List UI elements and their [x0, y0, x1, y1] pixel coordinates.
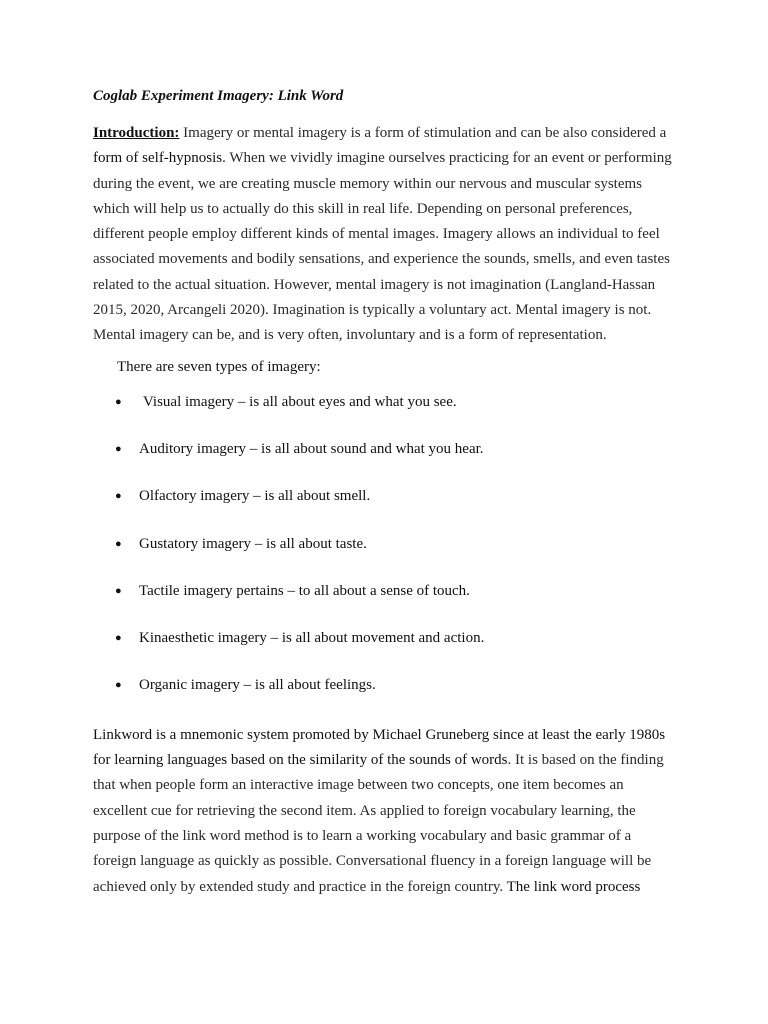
introduction-label: Introduction:	[93, 125, 180, 141]
bullet-icon: ●	[115, 395, 122, 408]
document-title: Coglab Experiment Imagery: Link Word	[93, 88, 344, 104]
introduction-paragraph	[93, 121, 678, 349]
introduction-text-part-2: . When we vividly imagine ourselves practicing for an event or performing during the event, we are creating muscle memory within our nervous and muscular systems which will help us to actually do this skill in real life. Depending on personal preferences, different people employ different kinds of mental images. Imagery allows an individual to feel associated movements and bodily sensations, and experience the sounds, smells, and even tastes related to the actual situation. However, mental imagery is not imagination (Langland-Hassan 2015, 2020, Arcangeli 2020). Imagination is typically a voluntary act. Mental imagery is not. Mental imagery can be, and is very often, involuntary and is a form of representation.	[93, 150, 672, 344]
list-item-text: Gustatory imagery – is all about taste.	[139, 535, 367, 552]
list-item	[93, 439, 678, 459]
list-item	[93, 486, 678, 506]
bullet-icon: ●	[115, 632, 122, 645]
list-item	[93, 628, 678, 648]
imagery-types-list	[93, 392, 678, 696]
linkword-text-part-3: The link word process	[506, 878, 641, 895]
imagery-types-heading: There are seven types of imagery:	[117, 358, 321, 375]
introduction-text-self-hypnosis: form of self-hypnosis	[93, 150, 223, 167]
linkword-text-part-1: Linkword is a mnemonic system promoted by Michael Gruneberg since at least the early 1980s for learning languages based on the similarity of the sounds of words	[93, 726, 666, 769]
linkword-text-part-2: . It is based on the finding that when people form an interactive image between two concepts, one item becomes an excellent cue for retrieving the second item. As applied to foreign vocabulary learning, the purpose of the link word method is to learn a working vocabulary and basic grammar of a foreign language as quickly as possible. Conversational fluency in a foreign language will be achieved only by extended study and practice in the foreign country.	[93, 752, 664, 895]
list-item-text: Olfactory imagery – is all about smell.	[139, 488, 371, 505]
bullet-icon: ●	[115, 679, 122, 692]
linkword-paragraph	[93, 723, 678, 900]
list-item-text: Organic imagery – is all about feelings.	[139, 677, 376, 694]
list-item	[93, 581, 678, 601]
list-item	[93, 675, 678, 695]
introduction-text-part-1: Imagery or mental imagery is a form of stimulation and can be also considered a	[179, 125, 667, 141]
list-item-text: Auditory imagery – is all about sound and what you hear.	[139, 440, 484, 457]
bullet-icon: ●	[115, 584, 122, 597]
bullet-icon: ●	[115, 537, 122, 550]
bullet-icon: ●	[115, 490, 122, 503]
bullet-icon: ●	[115, 442, 122, 455]
list-item-text: Kinaesthetic imagery – is all about movement and action.	[139, 630, 485, 647]
list-item-text: Tactile imagery pertains – to all about a sense of touch.	[139, 582, 470, 599]
list-item	[93, 534, 678, 554]
list-item-text: Visual imagery – is all about eyes and what you see.	[143, 393, 457, 410]
list-item	[93, 392, 678, 412]
